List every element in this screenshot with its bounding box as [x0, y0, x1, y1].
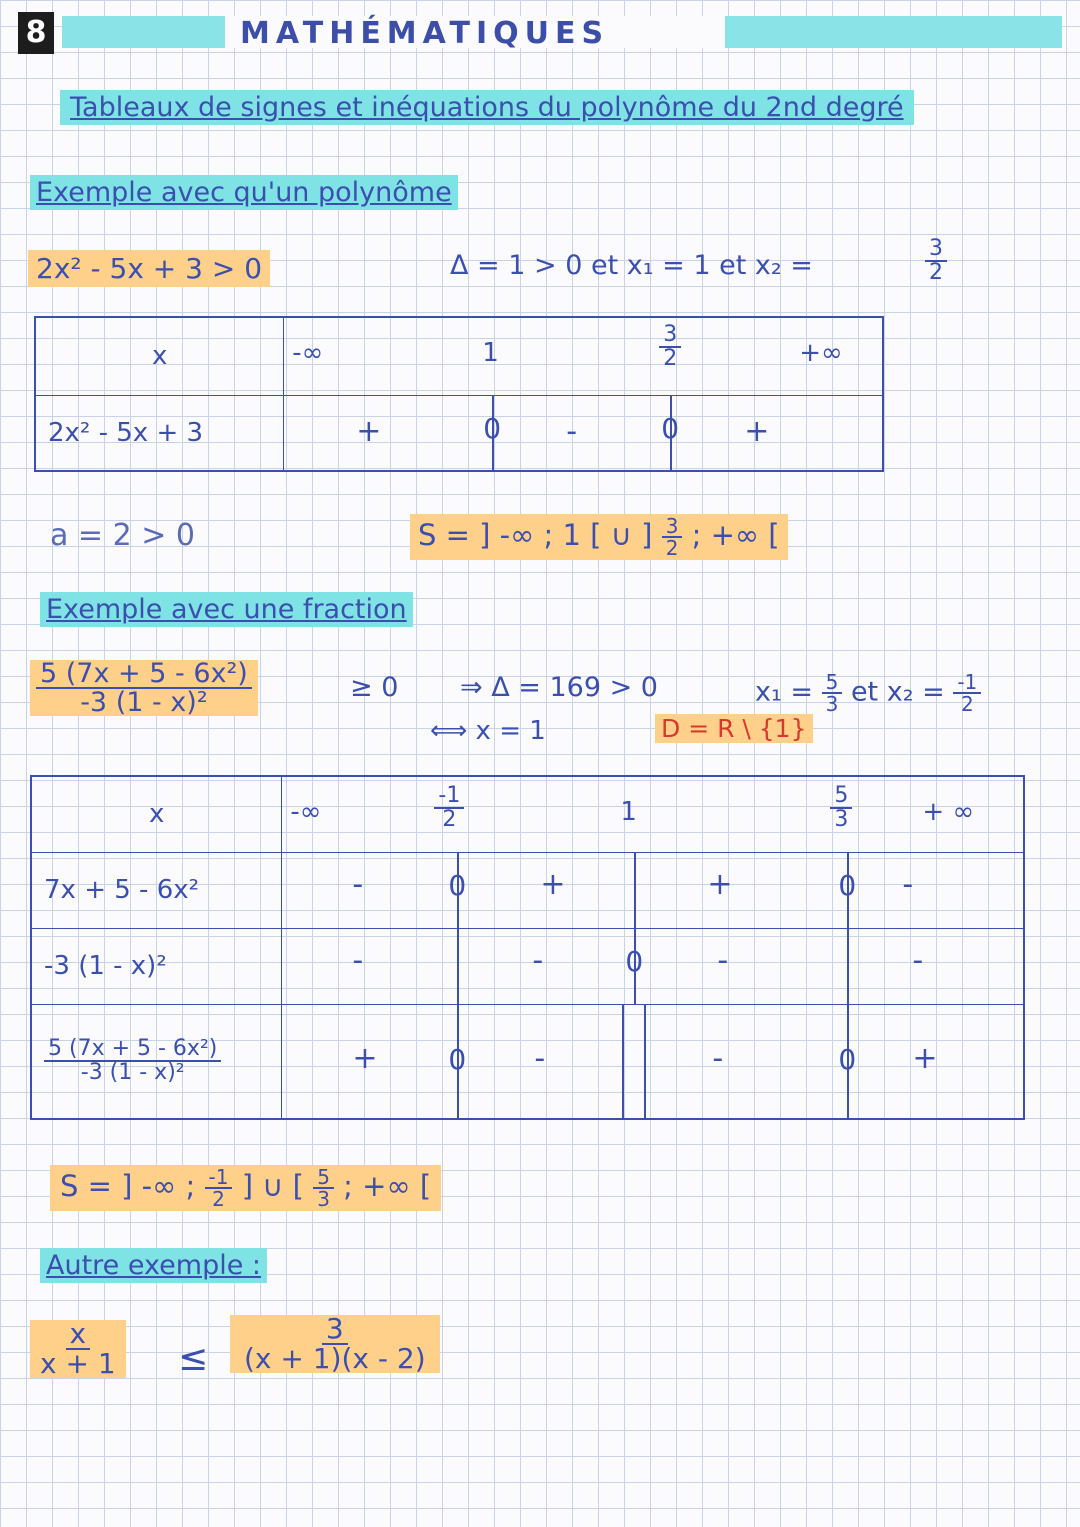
example3-heading: Autre exemple : — [40, 1248, 267, 1283]
example1-x2-fraction: $\frac{3}{2}$ — [925, 238, 947, 284]
example2-x-equals-1: ⟺ x = 1 — [430, 716, 546, 746]
page-title: MATHÉMATIQUES — [240, 16, 610, 51]
example3-op: ≤ — [178, 1338, 209, 1379]
example1-solution: S = ] -∞ ; 1 [ ∪ ] $\frac{3}{2}$ ; +∞ [ — [410, 514, 788, 560]
table2-row2-signs: - - 0 - - — [282, 928, 1024, 1004]
example2-x1: x₁ = $\frac{5}{3}$ et x₂ = $\frac{-1}{2}$ — [755, 672, 981, 714]
sign-table-1 — [34, 316, 884, 472]
table2-row1-label: 7x + 5 - 6x² — [31, 852, 282, 928]
table2-row3-label: $\frac{\text{5 (7x + 5 - 6x²)}}{\text{-3 (1 - x)²}}$ — [31, 1004, 282, 1119]
example3-rhs: $\frac{3}{(x + 1)(x - 2)}$ — [230, 1315, 440, 1373]
table1-header-values: -∞ 1 $\frac{3}{2}$ +∞ — [284, 317, 883, 395]
example1-delta: Δ = 1 > 0 et x₁ = 1 et x₂ = — [450, 250, 813, 281]
table2-row1-signs: - 0 + + 0 - — [282, 852, 1024, 928]
domain: D = R \ {1} — [655, 714, 813, 743]
table1-signs: + 0 - 0 + — [284, 395, 883, 471]
a-value: a = 2 > 0 — [50, 518, 195, 553]
table2-row2-label: -3 (1 - x)² — [31, 928, 282, 1004]
example2-fraction: $\frac{\text{5 (7x + 5 - 6x²)}}{\text{-3 (1 - x)²}}$ — [30, 660, 258, 716]
table2-row3-signs: + 0 - - 0 + — [282, 1004, 1024, 1119]
table1-row-label: 2x² - 5x + 3 — [35, 395, 284, 471]
page-number: 8 — [18, 12, 54, 54]
example2-heading: Exemple avec une fraction — [40, 592, 413, 627]
example1-heading: Exemple avec qu'un polynôme — [30, 175, 458, 210]
example3-lhs: $\frac{x}{x + 1}$ — [30, 1320, 126, 1378]
table2-x-label: x — [31, 776, 282, 852]
table1-x-label: x — [35, 317, 284, 395]
example1-inequality: 2x² - 5x + 3 > 0 — [28, 250, 270, 287]
table2-header-values: -∞ $\frac{-1}{2}$ 1 $\frac{5}{3}$ + ∞ — [282, 776, 1024, 852]
example2-solution: S = ] -∞ ; $\frac{-1}{2}$ ] ∪ [ $\frac{5}{3}$ ; +∞ [ — [50, 1165, 441, 1211]
sign-table-2 — [30, 775, 1025, 1120]
section-title: Tableaux de signes et inéquations du polynôme du 2nd degré — [60, 90, 914, 125]
example2-delta: ⇒ Δ = 169 > 0 — [460, 672, 658, 703]
example2-ge: ≥ 0 — [350, 672, 399, 703]
